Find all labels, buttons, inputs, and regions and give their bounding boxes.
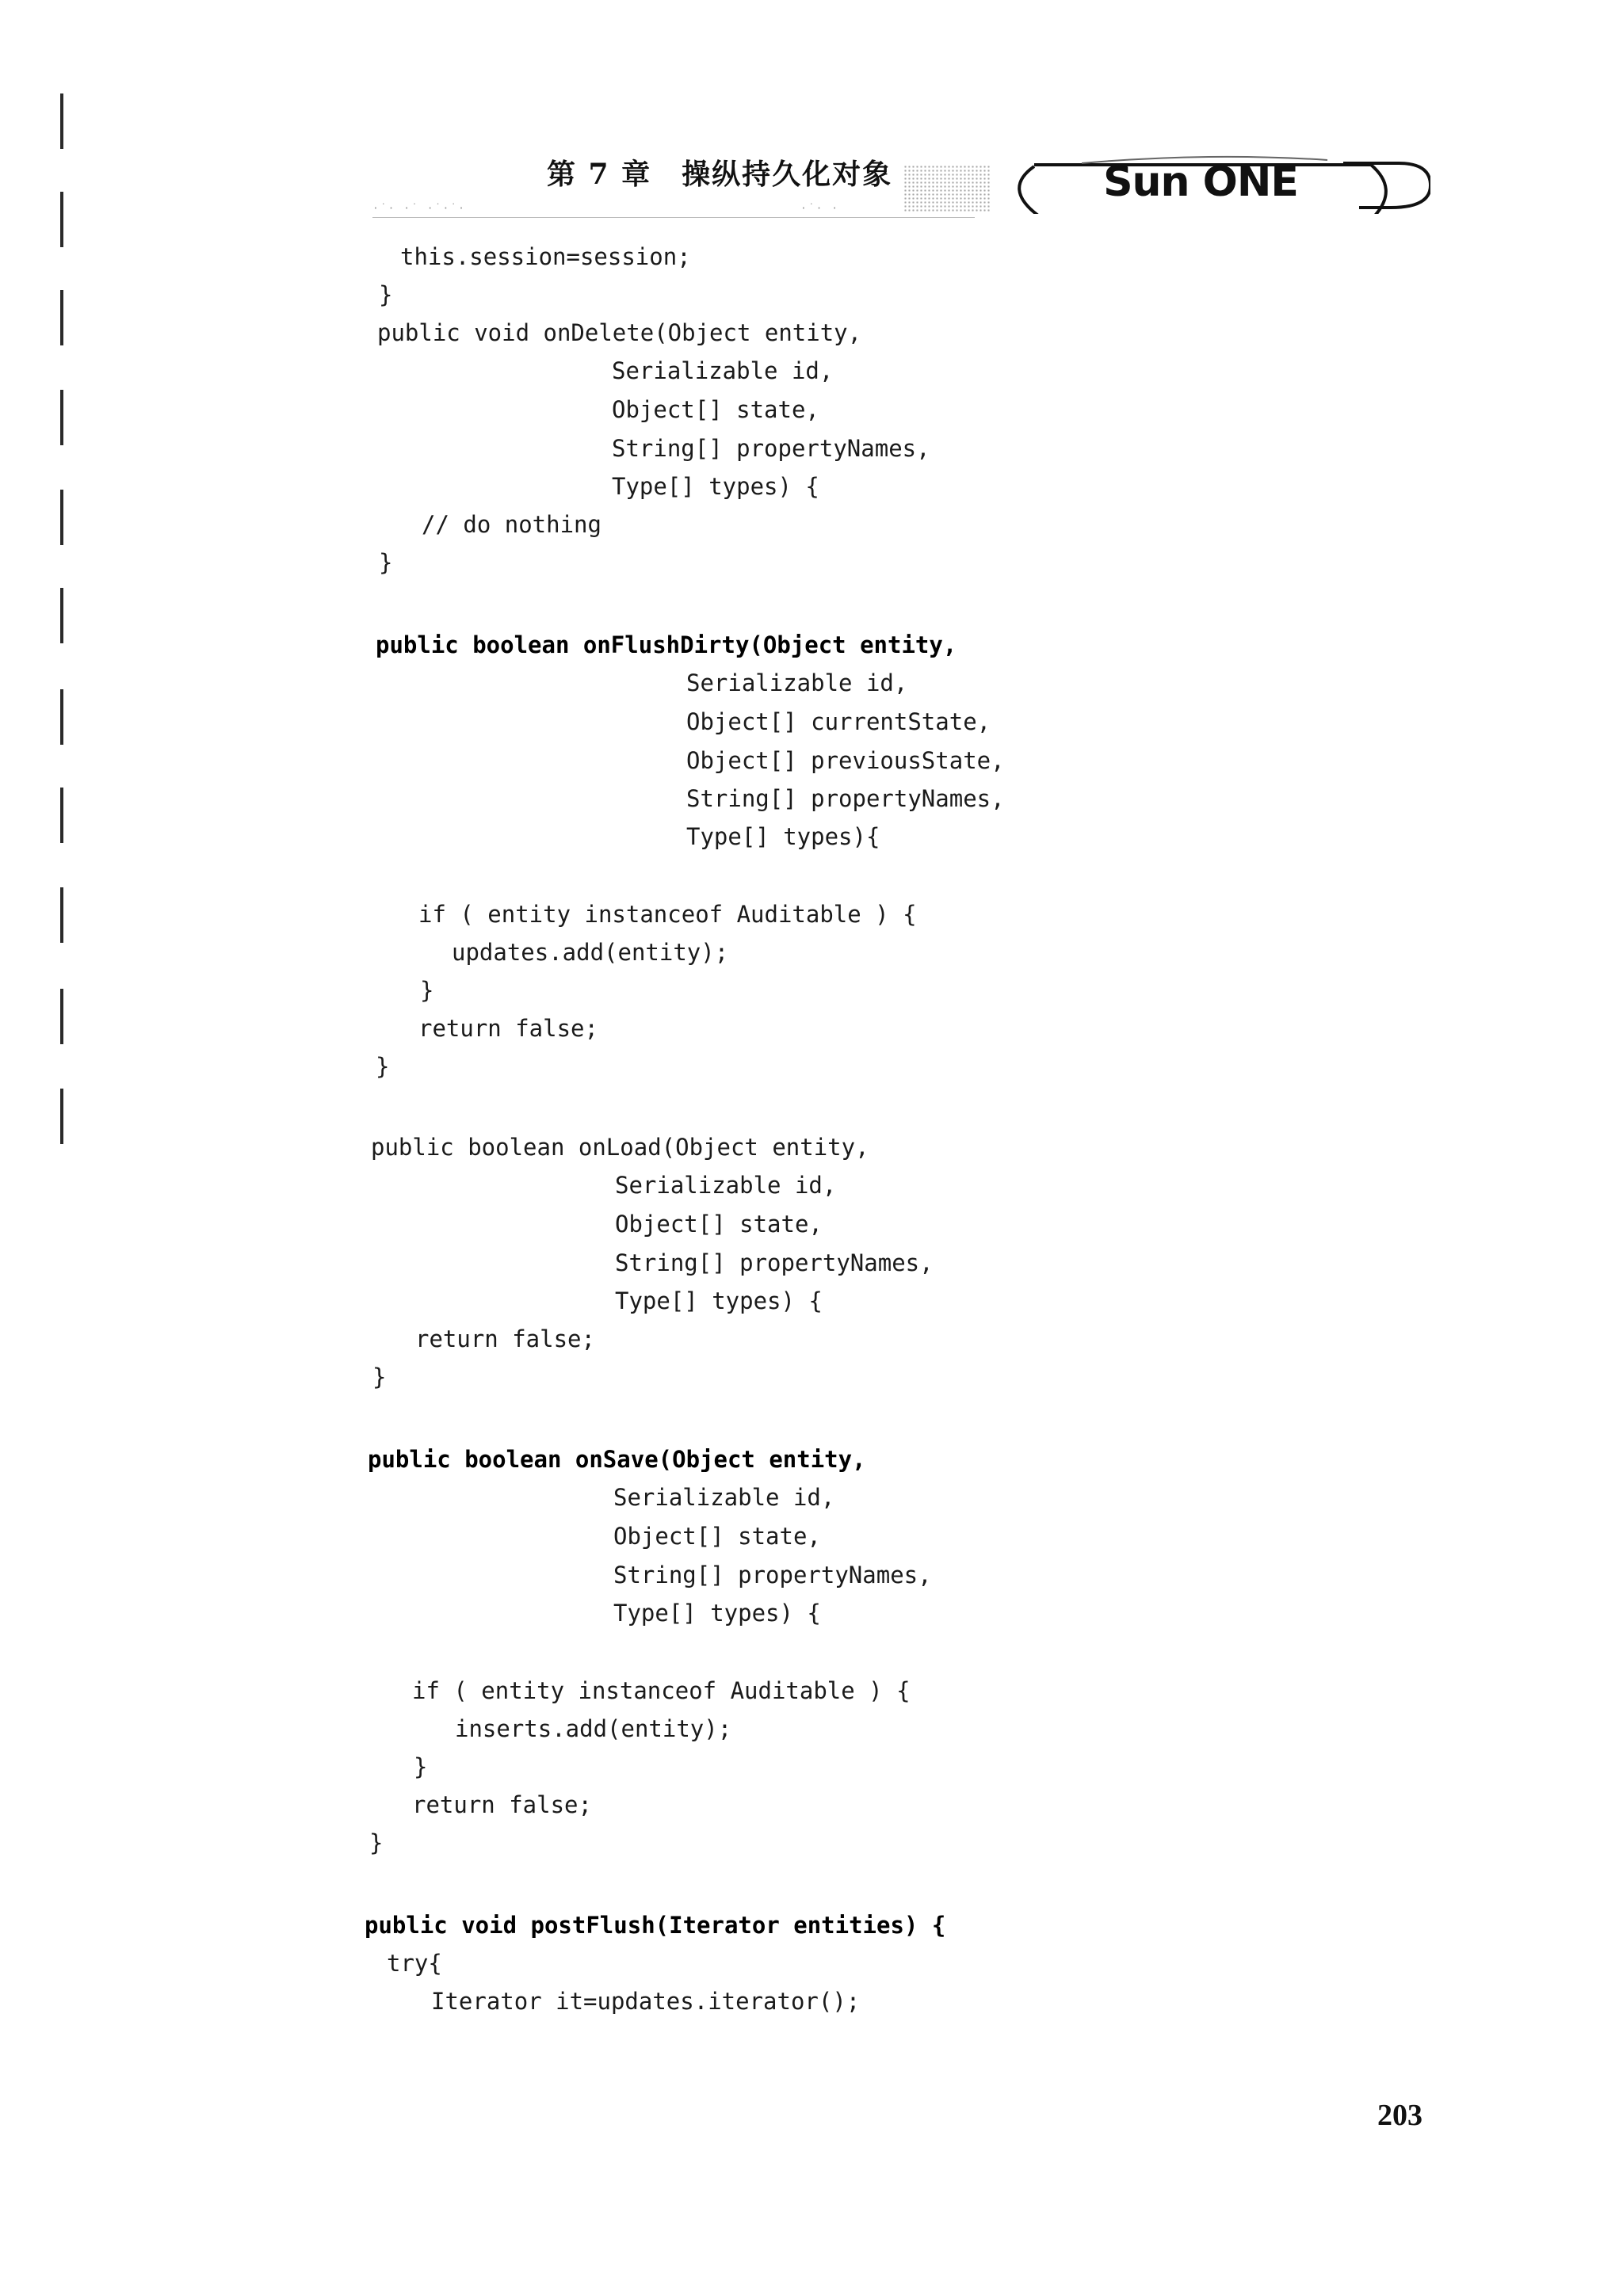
code-line: if ( entity instanceof Auditable ) { [412, 1677, 911, 1704]
code-line: if ( entity instanceof Auditable ) { [418, 901, 917, 928]
code-line: } [379, 281, 393, 308]
code-line: } [414, 1753, 428, 1780]
code-line: public void onDelete(Object entity, [377, 319, 862, 346]
code-line: Object[] previousState, [686, 747, 1005, 774]
margin-marker [60, 887, 63, 943]
code-line: Type[] types) { [615, 1287, 823, 1314]
scan-artifact: ·˙· ·˙ ·˙·˙· [372, 203, 466, 215]
margin-marker [60, 788, 63, 843]
stipple-decoration [903, 165, 991, 212]
code-line: this.session=session; [400, 243, 691, 270]
code-line: return false; [418, 1015, 598, 1042]
margin-marker [60, 490, 63, 545]
code-line: } [420, 977, 434, 1004]
code-line: Type[] types){ [686, 823, 880, 850]
code-line: updates.add(entity); [452, 939, 729, 966]
scan-artifact: ·˙· · [800, 203, 840, 215]
margin-marker [60, 989, 63, 1044]
code-line-method-signature: public boolean onSave(Object entity, [368, 1446, 866, 1473]
code-line: return false; [412, 1791, 592, 1818]
code-line: String[] propertyNames, [612, 435, 930, 462]
code-line: } [376, 1053, 390, 1080]
margin-marker [60, 588, 63, 643]
chapter-title: 第 7 章 操纵持久化对象 [547, 158, 893, 191]
margin-marker [60, 390, 63, 445]
code-line: public boolean onLoad(Object entity, [371, 1134, 869, 1161]
code-line: Type[] types) { [612, 473, 819, 500]
code-line: Serializable id, [612, 357, 834, 384]
code-line: Iterator it=updates.iterator(); [431, 1988, 861, 2015]
code-line: try{ [387, 1950, 442, 1977]
code-line: String[] propertyNames, [613, 1562, 932, 1589]
brand-name: Sun ONE [1103, 158, 1298, 206]
margin-marker [60, 689, 63, 745]
margin-marker [60, 290, 63, 345]
code-line: } [379, 549, 393, 576]
code-line: Object[] state, [615, 1211, 823, 1238]
code-line: Object[] currentState, [686, 708, 991, 735]
running-header [0, 143, 1623, 238]
code-line: } [372, 1363, 387, 1390]
code-line: Object[] state, [613, 1523, 821, 1550]
code-line: return false; [415, 1325, 595, 1352]
code-line: Serializable id, [615, 1172, 837, 1199]
code-line: Object[] state, [612, 396, 819, 423]
code-line: Serializable id, [613, 1484, 835, 1511]
header-rule [372, 217, 975, 218]
code-line: } [369, 1829, 384, 1856]
code-line-method-signature: public boolean onFlushDirty(Object entity, [376, 631, 957, 658]
margin-marker [60, 93, 63, 149]
code-line: Serializable id, [686, 669, 908, 696]
code-line: Type[] types) { [613, 1600, 821, 1627]
code-line: // do nothing [422, 511, 601, 538]
code-line-method-signature: public void postFlush(Iterator entities) { [365, 1912, 946, 1939]
code-line: inserts.add(entity); [455, 1715, 732, 1742]
code-line: String[] propertyNames, [615, 1249, 934, 1276]
margin-marker [60, 1089, 63, 1144]
brand-banner [987, 151, 1430, 214]
code-line: String[] propertyNames, [686, 785, 1005, 812]
page-number: 203 [1377, 2099, 1423, 2132]
